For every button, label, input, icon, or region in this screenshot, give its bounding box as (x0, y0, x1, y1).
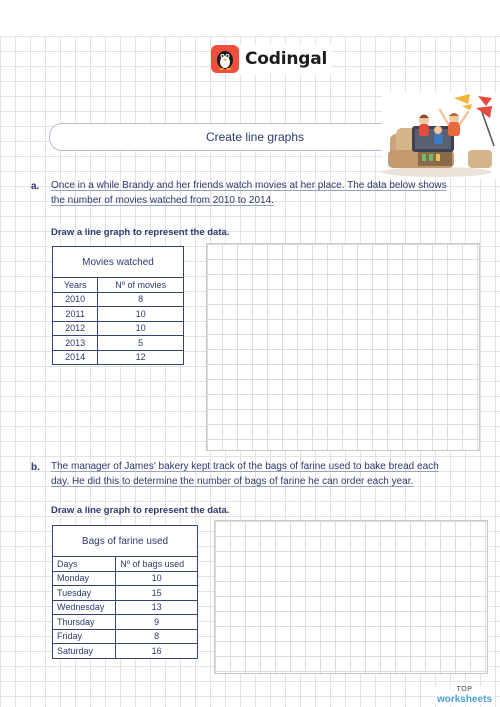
table-header: Years (53, 278, 98, 293)
table-cell: 2012 (53, 321, 98, 336)
brand-logo (211, 44, 331, 74)
table-cell: Thursday (53, 615, 116, 630)
table-row (53, 600, 198, 615)
footer-logo (435, 686, 494, 705)
table-cell: 2010 (53, 292, 98, 307)
table-cell: 2011 (53, 307, 98, 322)
table-cell: 2013 (53, 336, 98, 351)
table-cell: Tuesday (53, 586, 116, 601)
question-b-line-1: The manager of James' bakery kept track of the bags of farine used to bake bread each (51, 461, 439, 472)
question-a-text (51, 178, 491, 208)
question-a-label: a. (31, 181, 40, 192)
penguin-icon (211, 45, 239, 73)
question-b-label: b. (31, 462, 40, 473)
table-cell: 10 (98, 307, 184, 322)
table-cell: 15 (116, 586, 198, 601)
table-cell: Saturday (53, 644, 116, 659)
table-cell: 8 (116, 629, 198, 644)
footer-line-1: TOP (456, 686, 473, 693)
table-cell: 13 (116, 600, 198, 615)
table-cell: Monday (53, 571, 116, 586)
table-cell: 8 (98, 292, 184, 307)
table-cell: 16 (116, 644, 198, 659)
table-cell: 10 (98, 321, 184, 336)
table-bags-of-farine (52, 525, 198, 659)
table-cell: 12 (98, 350, 184, 365)
table-row (53, 615, 198, 630)
table-header: Days (53, 557, 116, 572)
table-cell: Wednesday (53, 600, 116, 615)
question-a-line-2: the number of movies watched from 2010 to 2014. (51, 195, 274, 206)
table-row (53, 321, 184, 336)
answer-grid-a (206, 243, 480, 451)
table-row (53, 644, 198, 659)
table-row (53, 336, 184, 351)
question-a-instruction: Draw a line graph to represent the data. (51, 227, 230, 238)
table-header: Nº of bags used (116, 557, 198, 572)
table-row (53, 629, 198, 644)
table-header: Nº of movies (98, 278, 184, 293)
table-row (53, 307, 184, 322)
question-b-instruction: Draw a line graph to represent the data. (51, 505, 230, 516)
table-cell: 5 (98, 336, 184, 351)
table-row (53, 292, 184, 307)
answer-grid-b (214, 520, 488, 674)
table-caption: Bags of farine used (53, 526, 198, 557)
table-row (53, 586, 198, 601)
footer-line-2: worksheets (436, 694, 492, 705)
table-row (53, 571, 198, 586)
table-caption: Movies watched (53, 247, 184, 278)
question-b-line-2: day. He did this to determine the number of bags of farine he can order each year. (51, 476, 414, 487)
table-cell: Friday (53, 629, 116, 644)
question-b-text (51, 459, 491, 489)
family-watching-tv-illustration (382, 92, 500, 178)
table-row (53, 350, 184, 365)
page-title: Create line graphs (205, 130, 305, 144)
top-margin (0, 0, 500, 36)
table-cell: 2014 (53, 350, 98, 365)
question-a-line-1: Once in a while Brandy and her friends watch movies at her place. The data below shows (51, 180, 447, 191)
table-cell: 10 (116, 571, 198, 586)
table-movies-watched (52, 246, 184, 365)
table-cell: 9 (116, 615, 198, 630)
brand-name: Codingal (245, 49, 328, 69)
